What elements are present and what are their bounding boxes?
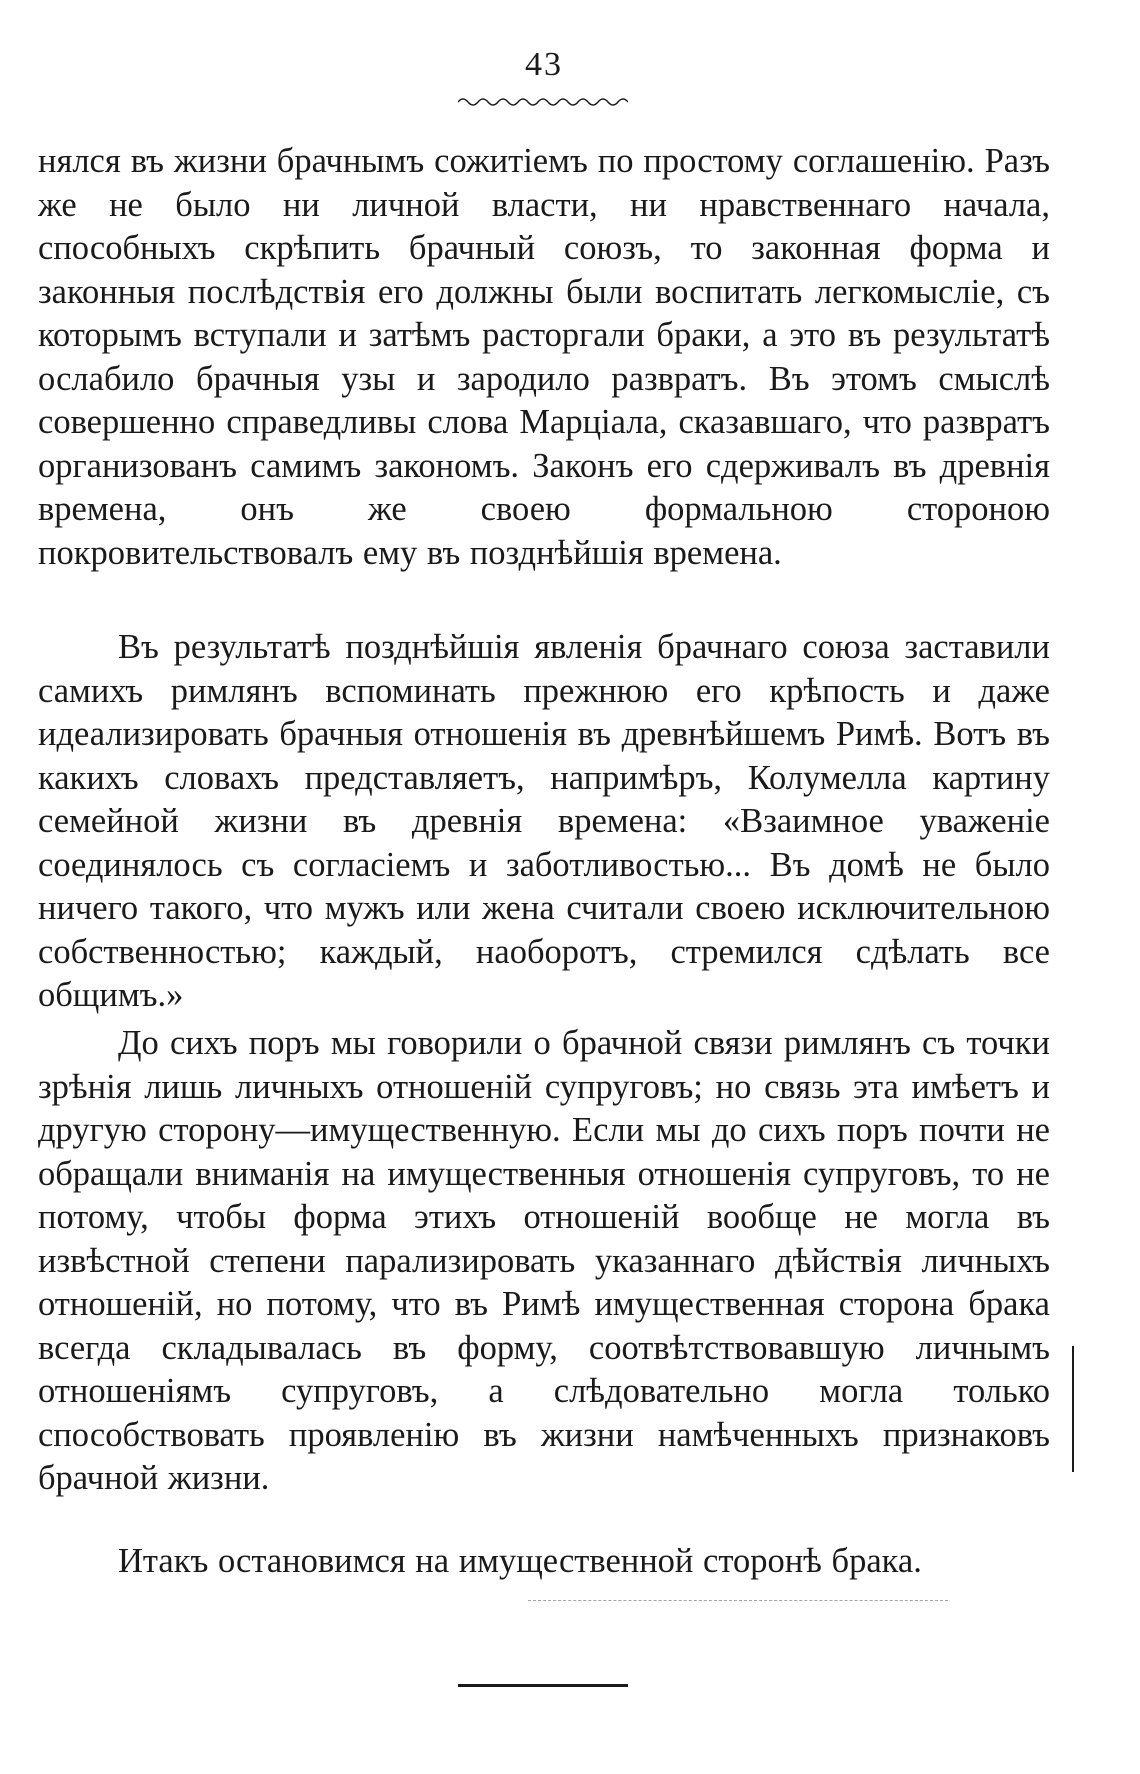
- page-number: 43: [525, 46, 563, 83]
- section-end-rule: [458, 1684, 628, 1687]
- paragraph-2: Въ результатѣ позднѣйшія явленія брачнаго союза заставили самихъ римлянъ вспоминать прежнюю его крѣпость и даже идеализировать брачныя отношенія въ древнѣйшемъ Римѣ. Вотъ въ какихъ словахъ представляетъ, напримѣръ, Колумелла картину семейной жизни въ древнія времена: «Взаимное уваженіе соединялось съ согласіемъ и заботливостью... Въ домѣ не было ничего такого, что мужъ или жена считали своею исключительною собственностью; каждый, наоборотъ, стремился сдѣлать все общимъ.»: [38, 628, 1050, 1014]
- underline-mark: [528, 1600, 948, 1601]
- header-ornament: [458, 96, 628, 108]
- paragraph-3: До сихъ поръ мы говорили о брачной связи римлянъ съ точки зрѣнія лишь личныхъ отношеній супруговъ; но связь эта имѣетъ и другую сторону—имущественную. Если мы до сихъ поръ почти не обращали вниманія на имущественныя отношенія супруговъ, то не потому, чтобы форма этихъ отношеній вообще не могла въ извѣстной степени парализировать указаннаго дѣйствія личныхъ отношеній, но потому, что въ Римѣ имущественная сторона брака всегда складывалась въ форму, соотвѣтствовавшую личнымъ отношеніямъ супруговъ, а слѣдовательно могла только способствовать проявленію въ жизни намѣченныхъ признаковъ брачной жизни.: [38, 1024, 1050, 1497]
- paragraph-1: нялся въ жизни брачнымъ сожитіемъ по простому соглашенію. Разъ же не было ни личной власти, ни нравственнаго начала, способныхъ скрѣпить брачный союзъ, то законная форма и законныя послѣдствія его должны были воспитать легкомысліе, съ которымъ вступали и затѣмъ расторгали браки, а это въ результатѣ ослабило брачныя узы и зародило развратъ. Въ этомъ смыслѣ совершенно справедливы слова Марціала, сказавшаго, что развратъ организованъ самимъ закономъ. Законъ его сдерживалъ въ древнія времена, онъ же своею формальною стороною покровительствовалъ ему въ позднѣйшія времена.: [38, 142, 1050, 572]
- book-page: [38, 0, 1050, 1774]
- paragraph-4: Итакъ остановимся на имущественной сторонѣ брака.: [118, 1542, 922, 1580]
- margin-bracket-mark: [1068, 1346, 1078, 1472]
